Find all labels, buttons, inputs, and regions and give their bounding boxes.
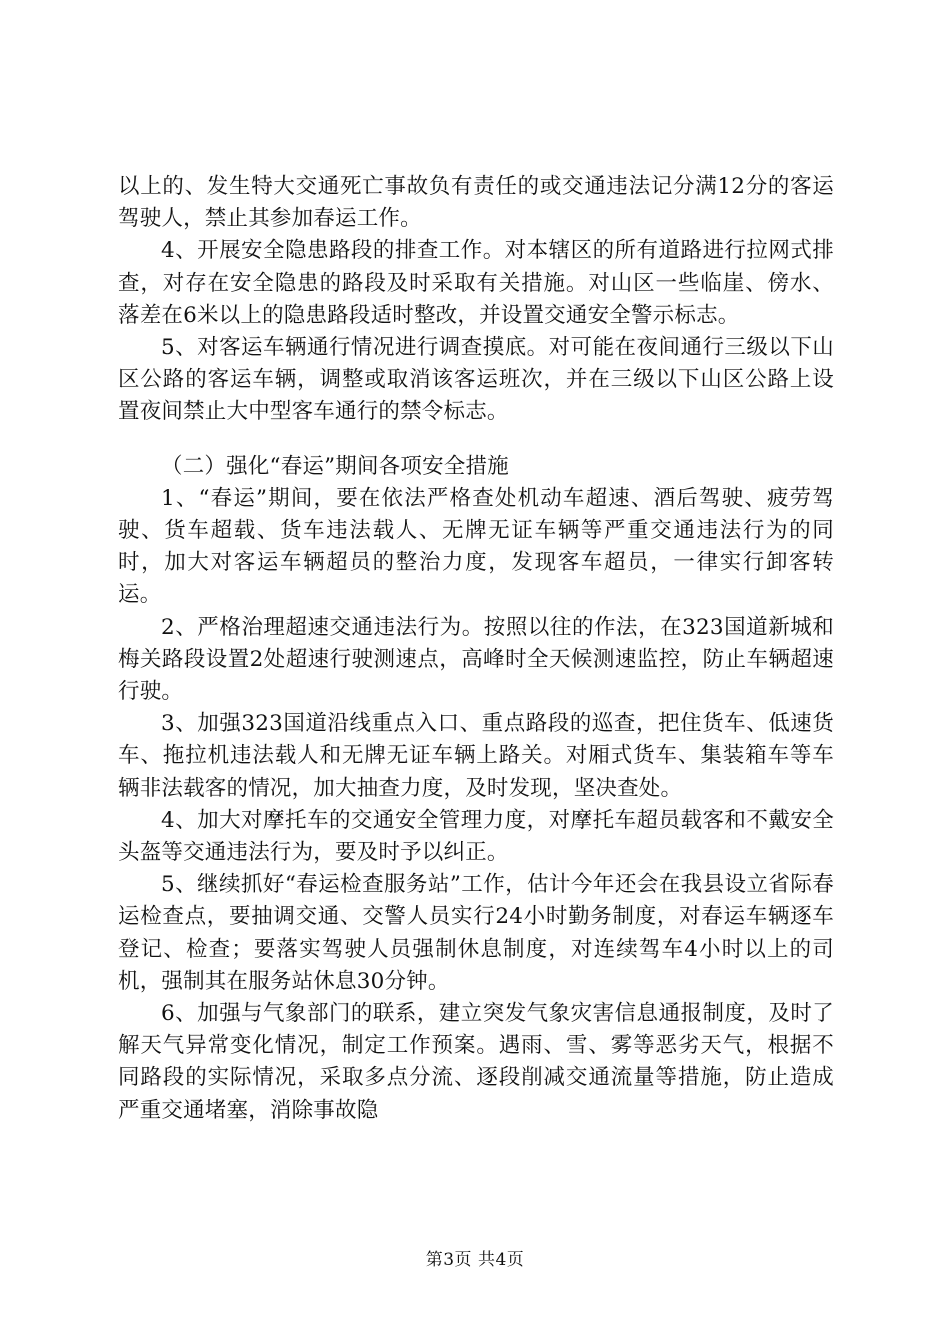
paragraph-item-4: 4、开展安全隐患路段的排查工作。对本辖区的所有道路进行拉网式排查，对存在安全隐患的路段及时采取有关措施。对山区一些临崖、傍水、落差在6米以上的隐患路段适时整改，并设置交通安全警示标志。 bbox=[118, 238, 834, 328]
section-heading: （二）强化“春运”期间各项安全措施 bbox=[161, 453, 509, 479]
paragraph-measure-2: 2、严格治理超速交通违法行为。按照以往的作法，在323国道新城和梅关路段设置2处超速行驶测速点，高峰时全天候测速监控，防止车辆超速行驶。 bbox=[118, 614, 834, 705]
paragraph-measure-4: 4、加大对摩托车的交通安全管理力度，对摩托车超员载客和不戴安全头盔等交通违法行为，要及时予以纠正。 bbox=[118, 807, 834, 866]
document-body bbox=[118, 171, 834, 1127]
paragraph-continuation: 以上的、发生特大交通死亡事故负有责任的或交通违法记分满12分的客运驾驶人，禁止其参加春运工作。 bbox=[118, 174, 834, 232]
paragraph-item-5: 5、对客运车辆通行情况进行调查摸底。对可能在夜间通行三级以下山区公路的客运车辆，调整或取消该客运班次，并在三级以下山区公路上设置夜间禁止大中型客车通行的禁令标志。 bbox=[118, 335, 834, 425]
paragraph-measure-3: 3、加强323国道沿线重点入口、重点路段的巡查，把住货车、低速货车、拖拉机违法载人和无牌无证车辆上路关。对厢式货车、集装箱车等车辆非法载客的情况，加大抽查力度，及时发现，坚决查处。 bbox=[118, 711, 834, 801]
paragraph-measure-6: 6、加强与气象部门的联系，建立突发气象灾害信息通报制度，及时了解天气异常变化情况，制定工作预案。遇雨、雪、雾等恶劣天气，根据不同路段的实际情况，采取多点分流、逐段削减交通流量等措施，防止造成严重交通堵塞，消除事故隐 bbox=[118, 1001, 834, 1123]
paragraph-measure-1: 1、“春运”期间，要在依法严格查处机动车超速、酒后驾驶、疲劳驾驶、货车超载、货车违法载人、无牌无证车辆等严重交通违法行为的同时，加大对客运车辆超员的整治力度，发现客车超员，一律实行卸客转运。 bbox=[118, 485, 834, 608]
page-number-footer: 第3页 共4页 bbox=[425, 1250, 525, 1270]
paragraph-measure-5: 5、继续抓好“春运检查服务站”工作，估计今年还会在我县设立省际春运检查点，要抽调交通、交警人员实行24小时勤务制度，对春运车辆逐车登记、检查；要落实驾驶人员强制休息制度，对连续驾车4小时以上的司机，强制其在服务站休息30分钟。 bbox=[118, 872, 834, 994]
